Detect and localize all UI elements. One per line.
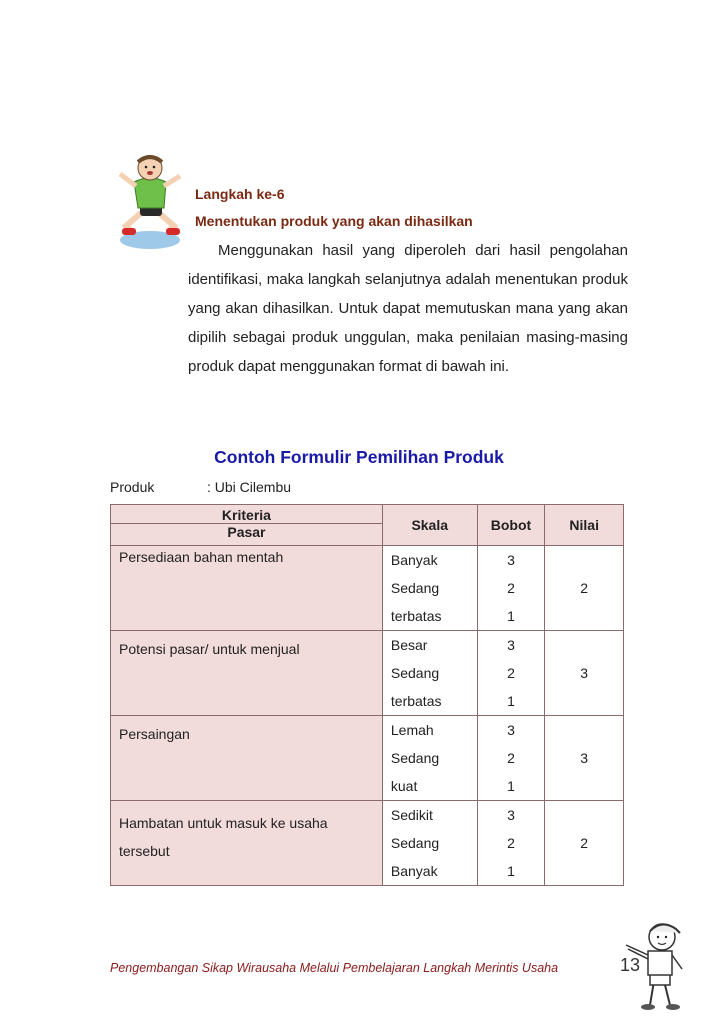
scale-cell: Sedang xyxy=(382,744,477,772)
weight-cell: 3 xyxy=(477,801,545,830)
header-kriteria-line2: Pasar xyxy=(111,523,382,540)
weight-cell: 1 xyxy=(477,772,545,801)
scale-cell: kuat xyxy=(382,772,477,801)
scale-cell: terbatas xyxy=(382,602,477,631)
header-bobot: Bobot xyxy=(477,505,545,546)
form-title xyxy=(0,447,728,468)
header-nilai: Nilai xyxy=(545,505,624,546)
value-cell: 3 xyxy=(545,716,624,801)
weight-cell: 2 xyxy=(477,744,545,772)
criteria-text: Hambatan untuk masuk ke usaha tersebut xyxy=(119,815,328,859)
criteria-cell xyxy=(111,546,383,631)
step-paragraph: Menggunakan hasil yang diperoleh dari hasil pengolahan identifikasi, maka langkah selanjutnya adalah menentukan produk yang akan dihasilkan. Untuk dapat memutuskan mana yang akan dipilih sebagai produk unggulan, maka penilaian masing-masing produk dapat menggunakan format di bawah ini. xyxy=(188,242,628,375)
scale-cell: Banyak xyxy=(382,857,477,886)
table-row xyxy=(111,631,624,660)
scale-cell: Sedang xyxy=(382,574,477,602)
scale-cell: Banyak xyxy=(382,546,477,575)
weight-cell: 3 xyxy=(477,546,545,575)
footer-text: Pengembangan Sikap Wirausaha Melalui Pembelajaran Langkah Merintis Usaha xyxy=(110,961,559,975)
table-row xyxy=(111,716,624,745)
header-kriteria xyxy=(111,505,383,546)
criteria-cell xyxy=(111,801,383,886)
value-cell: 3 xyxy=(545,631,624,716)
boy-waving-illustration xyxy=(618,915,698,1015)
boy-jumping-illustration xyxy=(112,152,190,252)
table-header-row xyxy=(111,505,624,546)
weight-cell: 3 xyxy=(477,716,545,745)
produk-label: Produk xyxy=(110,479,155,495)
weight-cell: 2 xyxy=(477,659,545,687)
header-skala: Skala xyxy=(382,505,477,546)
page-number: 13 xyxy=(620,955,641,975)
weight-cell: 1 xyxy=(477,602,545,631)
step-title: Langkah ke-6 xyxy=(195,186,285,202)
criteria-text: Potensi pasar/ untuk menjual xyxy=(119,641,300,657)
weight-cell: 2 xyxy=(477,829,545,857)
criteria-text: Persaingan xyxy=(119,726,190,742)
weight-cell: 2 xyxy=(477,574,545,602)
scale-cell: Sedang xyxy=(382,829,477,857)
scale-cell: Besar xyxy=(382,631,477,660)
criteria-cell xyxy=(111,716,383,801)
scale-cell: Lemah xyxy=(382,716,477,745)
table-row xyxy=(111,546,624,575)
value-cell: 2 xyxy=(545,546,624,631)
scale-cell: terbatas xyxy=(382,687,477,716)
header-kriteria-line1: Kriteria xyxy=(221,507,271,523)
product-selection-table xyxy=(110,504,624,886)
table-row xyxy=(111,801,624,830)
form-title-text: Contoh Formulir Pemilihan Produk xyxy=(214,447,504,467)
produk-value: : Ubi Cilembu xyxy=(207,479,292,495)
criteria-cell xyxy=(111,631,383,716)
scale-cell: Sedang xyxy=(382,659,477,687)
weight-cell: 1 xyxy=(477,687,545,716)
weight-cell: 3 xyxy=(477,631,545,660)
criteria-text: Persediaan bahan mentah xyxy=(119,549,284,565)
weight-cell: 1 xyxy=(477,857,545,886)
scale-cell: Sedikit xyxy=(382,801,477,830)
value-cell: 2 xyxy=(545,801,624,886)
step-subtitle: Menentukan produk yang akan dihasilkan xyxy=(195,213,473,229)
